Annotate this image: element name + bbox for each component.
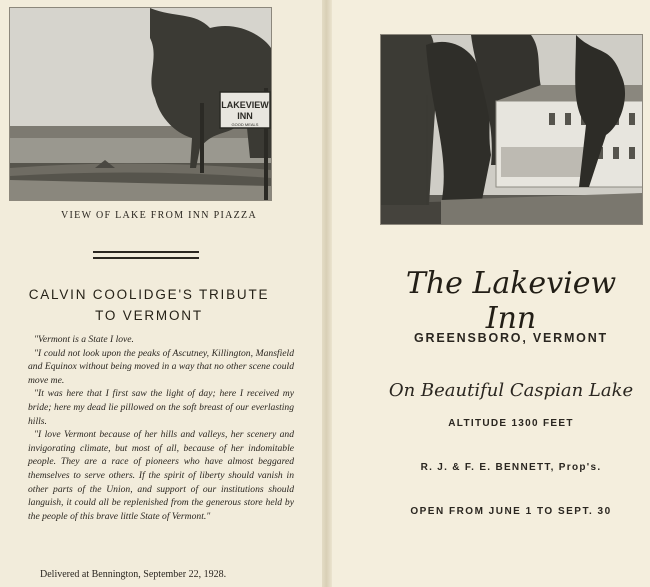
quote-paragraph: "I could not look upon the peaks of Ascutney, Killington, Mansfield and Equinox without being moved in a way that no other scene could move me. (28, 347, 294, 386)
tribute-heading-line1: CALVIN COOLIDGE'S TRIBUTE (28, 287, 270, 302)
quote-paragraph: "I love Vermont because of her hills and valleys, her scenery and invigorating climate, but most of all, because of her indomitable people. They are a race of pioneers who have almost beggared themselves to serve others. If the spirit of liberty should vanish in other parts of the Union, and support of our institutions should languish, it could all be replenished from the generous store held by the people of this brave little State of Vermont." (28, 429, 294, 522)
brochure-fold (322, 0, 332, 587)
inn-building-photo (380, 34, 643, 225)
tribute-heading (0, 284, 298, 326)
inn-sign-line2: INN (237, 111, 253, 121)
photo-caption: VIEW OF LAKE FROM INN PIAZZA (61, 210, 257, 221)
divider-rule (93, 257, 199, 259)
lake-view-photo (9, 7, 272, 201)
quote-paragraph: "It was here that I first saw the light of day; here I received my bride; here my dead lie pillowed on the soft breast of our everlasting hills. (28, 388, 294, 427)
inn-title: The Lakeview Inn (405, 266, 617, 336)
divider-rule (93, 251, 199, 253)
tribute-heading-line2: TO VERMONT (95, 308, 203, 323)
inn-location: GREENSBORO, VERMONT (414, 331, 608, 345)
lake-tagline: On Beautiful Caspian Lake (388, 380, 634, 401)
coolidge-quote (28, 333, 294, 523)
inn-sign-line1: LAKEVIEW (221, 100, 269, 110)
delivered-note: Delivered at Bennington, September 22, 1928. (40, 569, 227, 580)
altitude-line: ALTITUDE 1300 FEET (448, 418, 574, 429)
season-line: OPEN FROM JUNE 1 TO SEPT. 30 (410, 506, 612, 517)
proprietors-line: R. J. & F. E. BENNETT, Prop's. (420, 462, 602, 473)
quote-paragraph: "Vermont is a State I love. (34, 334, 134, 345)
inn-sign-line3: GOOD MEALS (231, 122, 259, 127)
